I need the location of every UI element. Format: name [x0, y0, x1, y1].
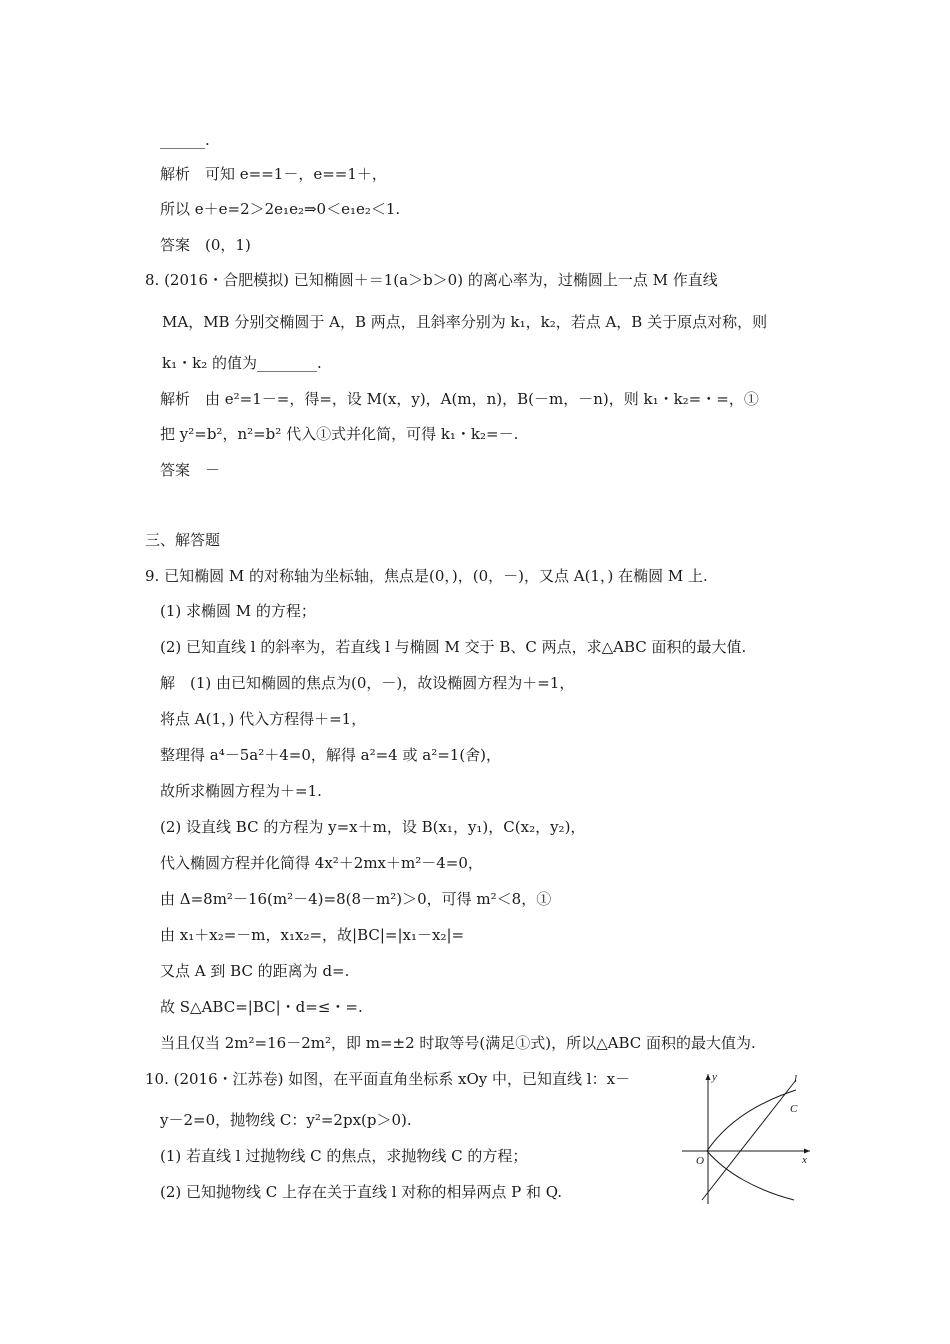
question-9: 9. 已知椭圆 M 的对称轴为坐标轴，焦点是(0，)，(0，－)，又点 A(1，) 在椭圆 M 上.	[145, 567, 708, 585]
solution-line: (2) 设直线 BC 的方程为 y=x＋m，设 B(x₁，y₁)，C(x₂，y₂)，	[160, 818, 586, 836]
solution-line: 由 Δ=8m²－16(m²－4)=8(8－m²)＞0，可得 m²＜8，①	[160, 890, 552, 908]
solution-line: 又点 A 到 BC 的距离为 d=.	[160, 962, 350, 980]
y-axis-arrow	[706, 1074, 711, 1080]
question-9-part2: (2) 已知直线 l 的斜率为，若直线 l 与椭圆 M 交于 B、C 两点，求△ABC 面积的最大值.	[160, 638, 747, 656]
x-axis-label: x	[802, 1154, 807, 1166]
solution-line: 故所求椭圆方程为＋=1.	[160, 782, 322, 800]
section-heading: 三、解答题	[145, 531, 221, 549]
question-10: 10. (2016・江苏卷) 如图，在平面直角坐标系 xOy 中，已知直线 l：x－	[145, 1070, 631, 1088]
answer-blank: ______.	[160, 131, 210, 149]
question-10-part2: (2) 已知抛物线 C 上存在关于直线 l 对称的相异两点 P 和 Q.	[160, 1183, 563, 1201]
solution-line: 解 (1) 由已知椭圆的焦点为(0，－)，故设椭圆方程为＋=1，	[160, 674, 575, 692]
question-10-part1: (1) 若直线 l 过抛物线 C 的焦点，求抛物线 C 的方程；	[160, 1147, 528, 1165]
solution-line: 解析 由 e²=1－=，得=，设 M(x，y)，A(m，n)，B(－m，－n)，则 k₁・k₂=・=，①	[160, 390, 759, 408]
answer-line: 答案 (0，1)	[160, 236, 251, 254]
solution-line: 整理得 a⁴－5a²＋4=0，解得 a²=4 或 a²=1(舍)，	[160, 746, 502, 764]
solution-line: 解析 可知 e==1－，e==1＋，	[160, 165, 387, 183]
solution-line: 把 y²=b²，n²=b² 代入①式并化简，可得 k₁・k₂=－.	[160, 425, 519, 443]
x-axis-arrow	[804, 1149, 810, 1154]
origin-label: O	[696, 1155, 704, 1167]
question-10-cont: y－2=0，抛物线 C：y²=2px(p＞0).	[160, 1111, 412, 1129]
solution-line: 故 S△ABC=|BC|・d=≤・=.	[160, 998, 363, 1016]
line-label: l	[794, 1073, 798, 1085]
question-8-cont: k₁・k₂ 的值为________.	[162, 354, 322, 372]
solution-line: 当且仅当 2m²=16－2m²，即 m=±2 时取等号(满足①式)，所以△ABC 面积的最大值为.	[160, 1034, 756, 1052]
y-axis-label: y	[712, 1071, 717, 1083]
line-l	[702, 1080, 796, 1200]
question-8-cont: MA，MB 分别交椭圆于 A，B 两点，且斜率分别为 k₁，k₂，若点 A，B 关于原点对称，则	[162, 313, 768, 331]
solution-line: 所以 e＋e=2＞2e₁e₂⇒0＜e₁e₂＜1.	[160, 200, 401, 218]
solution-line: 代入椭圆方程并化简得 4x²＋2mx＋m²－4=0，	[160, 854, 483, 872]
solution-line: 将点 A(1，) 代入方程得＋=1，	[160, 710, 367, 728]
curve-label: C	[790, 1103, 798, 1115]
question-8: 8. (2016・合肥模拟) 已知椭圆＋＝1(a＞b＞0) 的离心率为，过椭圆上一点 M 作直线	[145, 271, 718, 289]
coordinate-figure	[676, 1068, 816, 1216]
answer-line: 答案 －	[160, 461, 221, 479]
question-9-part1: (1) 求椭圆 M 的方程；	[160, 602, 316, 620]
parabola-curve	[707, 1090, 796, 1200]
solution-line: 由 x₁＋x₂=－m，x₁x₂=，故|BC|=|x₁－x₂|=	[160, 926, 465, 944]
